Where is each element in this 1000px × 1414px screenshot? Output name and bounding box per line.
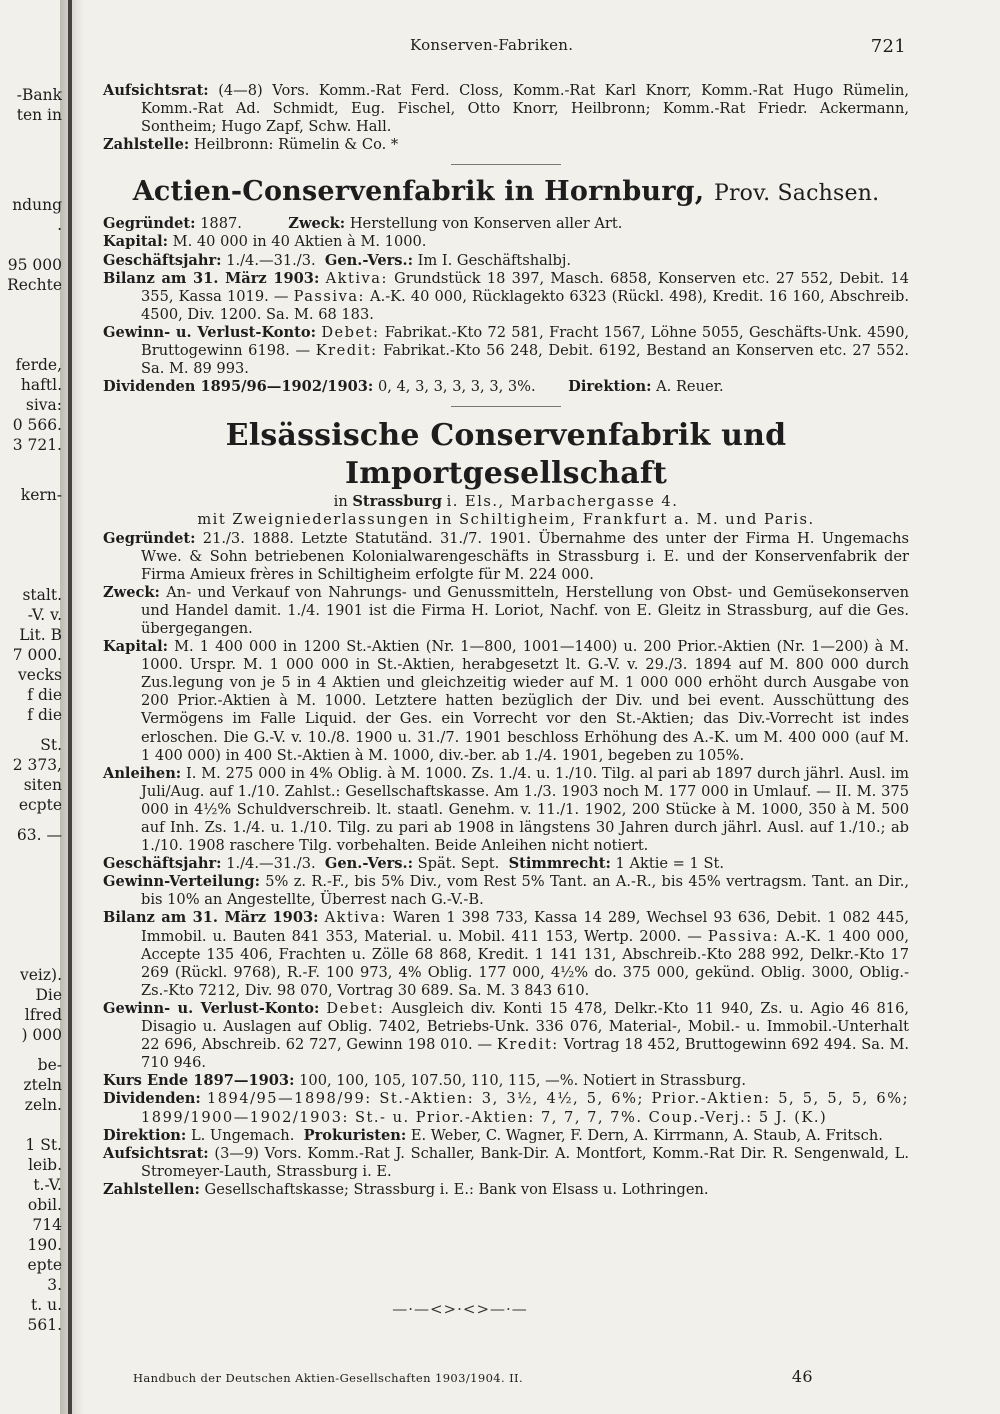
left-page-margin-fragments bbox=[0, 0, 62, 1414]
margin-fragment: ten in bbox=[16, 106, 62, 124]
margin-fragment: be- bbox=[37, 1056, 62, 1074]
margin-fragment: Rechte bbox=[7, 276, 62, 294]
margin-fragment: f die bbox=[27, 686, 62, 704]
margin-fragment: Lit. B bbox=[19, 626, 62, 644]
margin-fragment: 2 373, bbox=[12, 756, 62, 774]
page-content bbox=[103, 82, 909, 1199]
margin-fragment: 561. bbox=[27, 1316, 62, 1334]
margin-fragment: 63. — bbox=[16, 826, 62, 844]
entry-direktion-strassburg: Direktion: L. Ungemach. Prokuristen: E. Weber, C. Wagner, F. Dern, A. Kirrmann, A. Staub, A. Fritsch. bbox=[103, 1126, 883, 1144]
margin-fragment: ecpte bbox=[18, 796, 62, 814]
margin-fragment: siva: bbox=[25, 396, 62, 414]
page-gutter-line bbox=[68, 0, 72, 1414]
margin-fragment: -V. v. bbox=[27, 606, 62, 624]
aufsichtsrat-entry-top: Aufsichtsrat: (4—8) Vors. Komm.-Rat Ferd. Closs, Komm.-Rat Karl Knorr, Komm.-Rat Hugo Rümelin, Komm.-Rat Ad. Schmidt, Eug. Fischel, Otto Knorr, Heilbronn; Komm.-Rat Friedr. Ackermann, Sontheim; Hugo Zapf, Schw. Hall. bbox=[103, 82, 910, 136]
company-branches-line: mit Zweigniederlassungen in Schiltigheim, Frankfurt a. M. und Paris. bbox=[197, 511, 815, 529]
page-footer bbox=[133, 1367, 813, 1386]
margin-fragment: 95 000 bbox=[7, 256, 62, 274]
margin-fragment: t.-V. bbox=[33, 1176, 62, 1194]
entry-geschaeftsjahr-hornburg: Geschäftsjahr: 1./4.—31./3. Gen.-Vers.: Im I. Geschäftshalbj. bbox=[103, 251, 572, 269]
margin-fragment: . bbox=[57, 216, 62, 234]
margin-fragment: 1 St. bbox=[25, 1136, 62, 1154]
entry-kapital-strassburg: Kapital: M. 1 400 000 in 1200 St.-Aktien (Nr. 1—800, 1001—1400) u. 200 Prior.-Aktien (Nr. 1—200) à M. 1000. Urspr. M. 1 000 000 in St.-Aktien, herabgesetzt lt. G.-V. v. 29./3. 1894 auf M. 800 000 durch Zus.legung von je 5 in 4 Aktien und gleichzeitig wieder auf M. 1 000 000 erhöht durch Ausgabe von 200 Prior.-Aktien à M. 1000. Letztere hatten bezüglich der Div. und bei event. Ausschüttung des Vermögens im Falle Liquid. der Ges. ein Vorrecht vor den St.-Aktien; das Div.-Vorrecht ist indes erloschen. Die G.-V. v. 10./8. 1900 u. 31./7. 1901 beschloss Erhöhung des A.-K. um M. 400 000 (auf M. 1 400 000) in 400 St.-Aktien à M. 1000, div.-ber. ab 1./4. 1901, begeben zu 105%. bbox=[103, 638, 909, 764]
entry-guv-hornburg: Gewinn- u. Verlust-Konto: Debet: Fabrikat.-Kto 72 581, Fracht 1567, Löhne 5055, Geschäfts-Unk. 4590, Bruttogewinn 6198. — Kredit: Fabrikat.-Kto 56 248, Debit. 6192, Bestand an Konserven etc. 27 552. Sa. M. 89 993. bbox=[103, 323, 910, 378]
company-title-strassburg: Elsässische Conservenfabrik und Importgesellschaft bbox=[225, 418, 787, 492]
margin-fragment: leib. bbox=[28, 1156, 62, 1174]
footer-page-number: 46 bbox=[791, 1367, 813, 1386]
entry-dividenden-hornburg: Dividenden 1895/96—1902/1903: 0, 4, 3, 3, 3, 3, 3, 3%. Direktion: A. Reuer. bbox=[103, 378, 724, 396]
entry-kapital-hornburg: Kapital: M. 40 000 in 40 Aktien à M. 1000. bbox=[103, 233, 427, 251]
margin-fragment: -Bank bbox=[16, 86, 62, 104]
margin-fragment: Die bbox=[35, 986, 62, 1004]
entry-gegruendet-strassburg: Gegründet: 21./3. 1888. Letzte Statutänd. 31./7. 1901. Übernahme des unter der Firma H. Ungemachs Wwe. & Sohn betriebenen Kolonialwarengeschäfts in Strassburg i. E. und der Konservenfabrik der Firma Amieux frères in Schiltigheim erfolgte für M. 224 000. bbox=[103, 529, 909, 583]
zahlstelle-entry-top: Zahlstelle: Heilbronn: Rümelin & Co. * bbox=[103, 136, 399, 154]
entry-bilanz-hornburg: Bilanz am 31. März 1903: Aktiva: Grundstück 18 397, Masch. 6858, Konserven etc. 27 552, Debit. 14 355, Kassa 1019. — Passiva: A.-K. 40 000, Rücklagekto 6323 (Rückl. 498), Kredit. 16 160, Abschreib. 4500, Div. 1200. Sa. M. 68 183. bbox=[103, 269, 910, 323]
running-title: Konserven-Fabriken. bbox=[410, 36, 574, 54]
entry-aufsichtsrat-strassburg: Aufsichtsrat: (3—9) Vors. Komm.-Rat J. Schaller, Bank-Dir. A. Montfort, Komm.-Rat Dir. R. Sengenwald, L. Stromeyer-Lauth, Strassburg i. E. bbox=[103, 1144, 909, 1180]
margin-fragment: 3. bbox=[47, 1276, 62, 1294]
margin-fragment: zeln. bbox=[24, 1096, 62, 1114]
margin-fragment: vecks bbox=[18, 666, 62, 684]
page-number: 721 bbox=[870, 36, 906, 57]
margin-fragment: ndung bbox=[12, 196, 62, 214]
company-address-line: in Strassburg i. Els., Marbachergasse 4. bbox=[333, 493, 679, 511]
footer-publication: Handbuch der Deutschen Aktien-Gesellschaften 1903/1904. II. bbox=[133, 1371, 524, 1385]
end-ornament: —·—<>·<>—·— bbox=[392, 1300, 528, 1318]
entry-zahlstellen-strassburg: Zahlstellen: Gesellschaftskasse; Strassburg i. E.: Bank von Elsass u. Lothringen. bbox=[103, 1180, 709, 1198]
entry-gegruendet-hornburg: Gegründet: 1887. Zweck: Herstellung von Konserven aller Art. bbox=[103, 215, 623, 233]
entry-anleihen-strassburg: Anleihen: I. M. 275 000 in 4% Oblig. à M. 1000. Zs. 1./4. u. 1./10. Tilg. al pari ab 1897 durch jährl. Ausl. im Juli/Aug. auf 1./10. Zahlst.: Gesellschaftskasse. Am 1./3. 1903 noch M. 177 000 in Umlauf. — II. M. 375 000 in 4½% Schuldverschreib. lt. staatl. Genehm. v. 11./1. 1902, 200 Stücke à M. 1000, 350 à M. 500 auf Inh. Zs. 1./4. u. 1./10. Tilg. zu pari ab 1908 in längstens 30 Jahren durch jährl. Ausl. auf 1./10.; ab 1./10. 1908 raschere Tilg. vorbehalten. Beide Anleihen nicht notiert. bbox=[103, 764, 910, 855]
margin-fragment: obil. bbox=[27, 1196, 62, 1214]
margin-fragment: lfred bbox=[24, 1006, 62, 1024]
entry-kurs-strassburg: Kurs Ende 1897—1903: 100, 100, 105, 107.50, 110, 115, —%. Notiert in Strassburg. bbox=[103, 1072, 746, 1090]
company-title-hornburg: Actien-Conservenfabrik in Hornburg, Prov. Sachsen. bbox=[132, 176, 880, 208]
entry-bilanz-strassburg: Bilanz am 31. März 1903: Aktiva: Waren 1 398 733, Kassa 14 289, Wechsel 93 636, Debit. 1 082 445, Immobil. u. Bauten 841 353, Material. u. Mobil. 411 153, Wertp. 2000. — Passiva: A.-K. 1 400 000, Accepte 135 406, Frachten u. Zölle 68 868, Kredit. 1 141 131, Abschreib.-Kto 288 992, Delkr.-Kto 17 269 (Rückl. 9768), R.-F. 100 973, 4% Oblig. 177 000, 4½% do. 375 000, gekünd. Oblig. 3000, Oblig.-Zs.-Kto 7212, Div. 98 070, Vortrag 30 689. Sa. M. 3 843 610. bbox=[103, 909, 909, 999]
page-gutter-shadow bbox=[60, 0, 84, 1414]
margin-fragment: veiz). bbox=[19, 966, 62, 984]
margin-fragment: St. bbox=[40, 736, 62, 754]
margin-fragment: kern- bbox=[20, 486, 62, 504]
margin-fragment: ) 000 bbox=[21, 1026, 62, 1044]
margin-fragment: zteln bbox=[23, 1076, 62, 1094]
margin-fragment: stalt. bbox=[22, 586, 62, 604]
margin-fragment: t. u. bbox=[31, 1296, 62, 1314]
margin-fragment: 3 721. bbox=[12, 436, 62, 454]
entry-zweck-strassburg: Zweck: An- und Verkauf von Nahrungs- und Genussmitteln, Herstellung von Obst- und Gemüsekonserven und Handel damit. 1./4. 1901 ist die Firma H. Loriot, Nachf. von E. Gleitz in Strassburg, auf die Ges. übergegangen. bbox=[103, 583, 909, 637]
entry-dividenden-strassburg: Dividenden: 1894/95—1898/99: St.-Aktien: 3, 3½, 4½, 5, 6%; Prior.-Aktien: 5, 5, 5, 5, 6%; 1899/1900—1902/1903: St.- u. Prior.-Aktien: 7, 7, 7, 7%. Coup.-Verj.: 5 J. (K.) bbox=[103, 1090, 910, 1126]
entry-geschaeftsjahr-strassburg: Geschäftsjahr: 1./4.—31./3. Gen.-Vers.: Spät. Sept. Stimmrecht: 1 Aktie = 1 St. bbox=[103, 855, 724, 873]
margin-fragment: 7 000. bbox=[12, 646, 62, 664]
margin-fragment: epte bbox=[27, 1256, 62, 1274]
margin-fragment: siten bbox=[23, 776, 62, 794]
margin-fragment: f die bbox=[27, 706, 62, 724]
section-divider bbox=[451, 406, 561, 407]
entry-guv-strassburg: Gewinn- u. Verlust-Konto: Debet: Ausgleich div. Konti 15 478, Delkr.-Kto 11 940, Zs. u. Agio 46 816, Disagio u. Auslagen auf Oblig. 7402, Betriebs-Unk. 336 076, Material-, Mobil.- u. Immobil.-Unterhalt 22 696, Abschreib. 62 727, Gewinn 198 010. — Kredit: Vortrag 18 452, Bruttogewinn 692 494. Sa. M. 710 946. bbox=[103, 999, 910, 1072]
margin-fragment: 714 bbox=[32, 1216, 62, 1234]
entry-gewinnverteilung-strassburg: Gewinn-Verteilung: 5% z. R.-F., bis 5% Div., vom Rest 5% Tant. an A.-R., bis 45% vertragsm. Tant. an Dir., bis 10% an Angestellte, Überrest nach G.-V.-B. bbox=[103, 873, 910, 909]
margin-fragment: ferde, bbox=[15, 356, 62, 374]
section-divider bbox=[451, 164, 561, 165]
margin-fragment: 0 566. bbox=[12, 416, 62, 434]
margin-fragment: 190. bbox=[27, 1236, 62, 1254]
margin-fragment: haftl. bbox=[20, 376, 62, 394]
